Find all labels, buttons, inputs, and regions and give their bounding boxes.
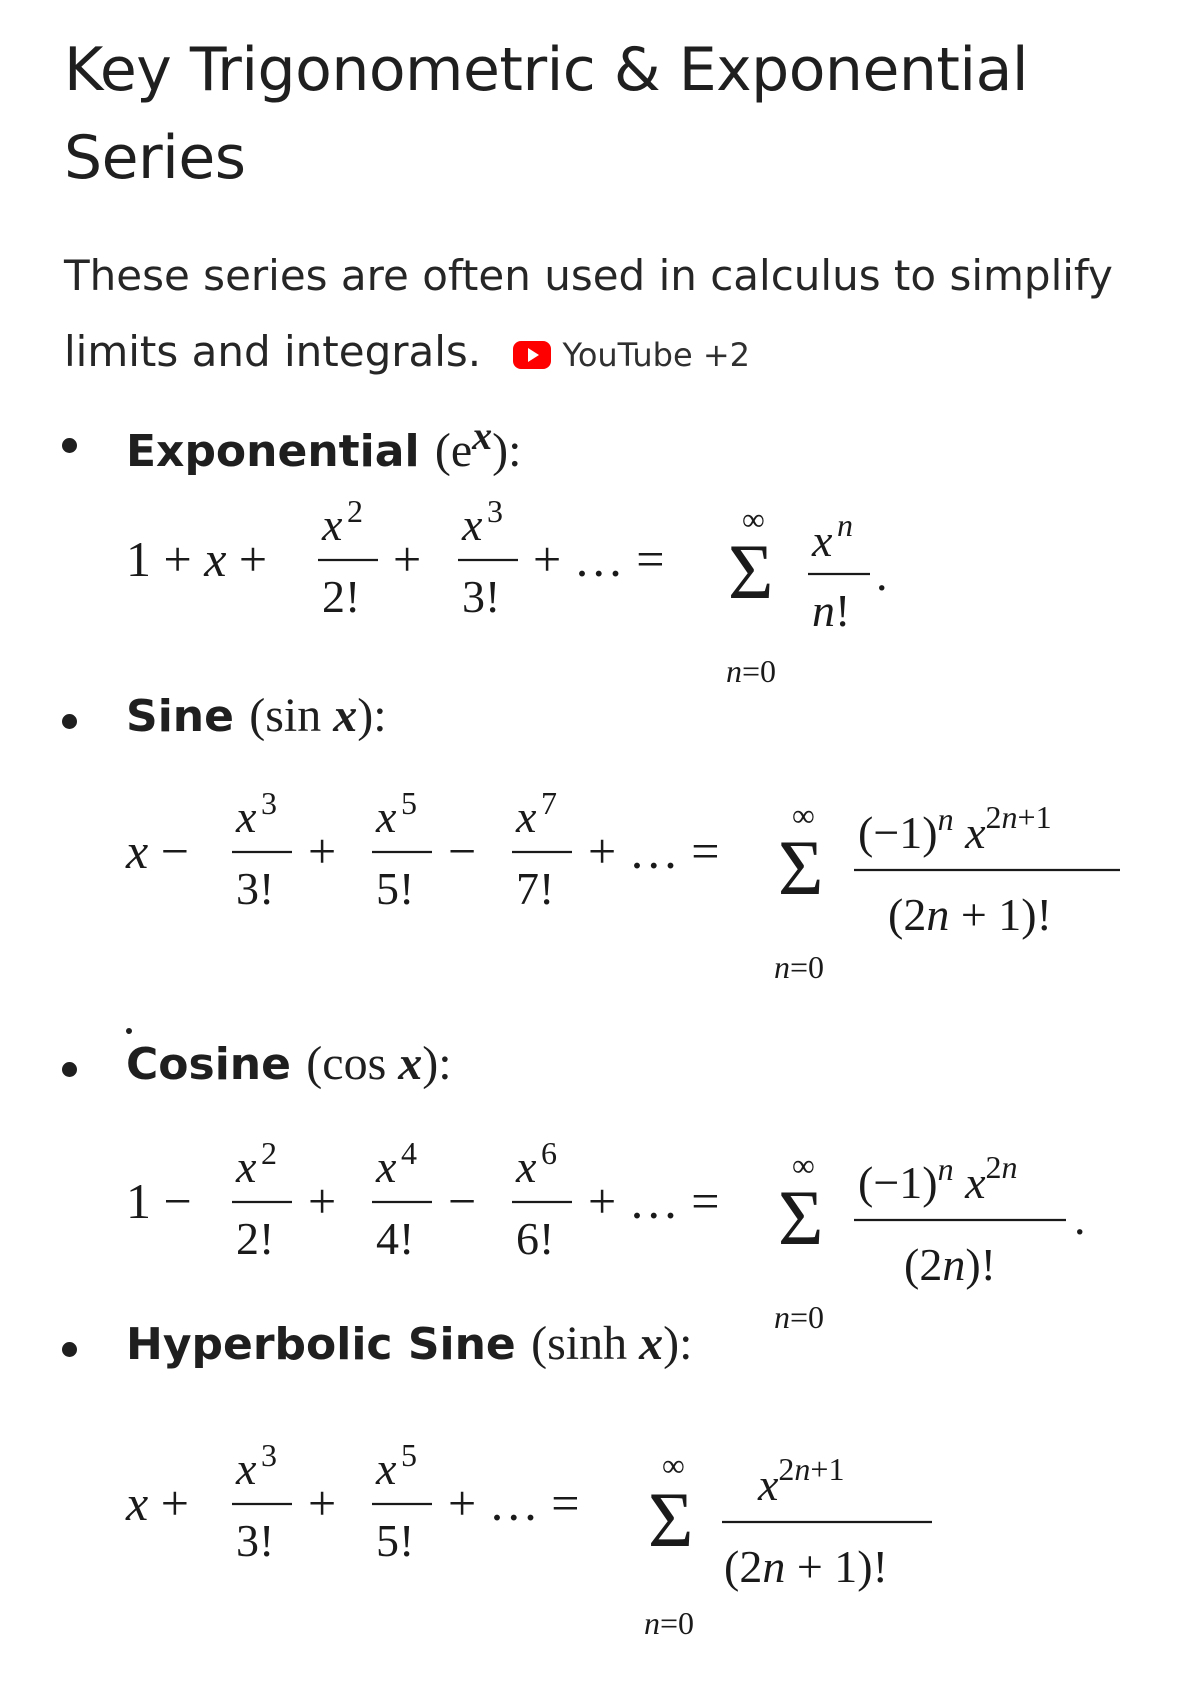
svg-text:n=0: n=0 <box>774 949 825 985</box>
svg-text:+: + <box>308 823 337 879</box>
svg-text:x: x <box>236 1443 257 1494</box>
svg-text:(−1)n x2n: $(-1)^n$ $x^{2n}$ <box>858 1149 1018 1208</box>
section-label-sine <box>126 688 387 743</box>
bullet-icon <box>62 1062 77 1077</box>
section-label-sinh <box>126 1316 692 1371</box>
page-title: Key Trigonometric & Exponential Series <box>64 35 1029 193</box>
bullet-icon <box>62 1342 77 1357</box>
svg-text:6: 6 <box>541 1135 557 1171</box>
svg-text:n=0: n=0 <box>726 653 777 689</box>
svg-text:x: x <box>516 1141 537 1192</box>
section-name: Hyperbolic Sine <box>126 1319 516 1370</box>
svg-text:(−1)n x2n+1: $(-1)^n$ $x^{2n+1}$ <box>858 799 1052 858</box>
svg-text:x +: x + <box>126 1475 189 1531</box>
svg-text:∞: ∞ <box>662 1447 685 1483</box>
svg-text:3!: 3! <box>236 1515 275 1566</box>
svg-text:x2n+1: $x^{2n+1}$ <box>758 1451 845 1510</box>
svg-text:.: . <box>1074 1193 1086 1244</box>
svg-text:2: 2 <box>347 493 363 529</box>
svg-text:3!: 3! <box>236 863 275 914</box>
svg-text:3!: 3! <box>462 571 501 622</box>
svg-text:.: . <box>876 549 888 600</box>
svg-text:−: − <box>448 823 477 879</box>
section-label-cosine <box>126 1036 452 1091</box>
section-math-label: (sin x): <box>249 689 387 742</box>
svg-text:x: x <box>516 791 537 842</box>
formula-exponential <box>126 493 888 689</box>
svg-text:Σ: Σ <box>728 528 774 615</box>
svg-text:∞: ∞ <box>742 501 765 537</box>
svg-text:n: n <box>837 507 853 543</box>
svg-text:3: 3 <box>261 1437 277 1473</box>
svg-text:Σ: Σ <box>778 824 824 911</box>
svg-text:3: 3 <box>487 493 503 529</box>
section-label-exponential <box>126 412 522 478</box>
svg-text:n!: n! <box>812 585 851 636</box>
svg-text:n=0: n=0 <box>774 1299 825 1335</box>
section-math-label: $(e^x)$: <box>434 413 522 477</box>
svg-text:x: x <box>236 791 257 842</box>
youtube-icon <box>513 341 551 369</box>
svg-text:+: + <box>393 531 422 587</box>
svg-text:∞: ∞ <box>792 1147 815 1183</box>
section-math-label: (cos x): <box>306 1037 452 1090</box>
formula-sine <box>125 785 1120 985</box>
svg-text:+: + <box>308 1173 337 1229</box>
section-math-label: (sinh x): <box>531 1317 693 1370</box>
section-name: Cosine <box>126 1039 291 1090</box>
intro-paragraph <box>64 238 1164 393</box>
svg-text:(2n + 1)!: (2n + 1)! <box>888 889 1052 940</box>
svg-text:x: x <box>376 791 397 842</box>
svg-text:5!: 5! <box>376 1515 415 1566</box>
svg-text:−: − <box>448 1173 477 1229</box>
svg-text:Σ: Σ <box>648 1476 694 1563</box>
svg-text:1 + x +: 1 + x + <box>126 531 268 587</box>
svg-text:1 −: 1 − <box>126 1173 192 1229</box>
svg-text:5!: 5! <box>376 863 415 914</box>
svg-text:(2n)!: (2n)! <box>904 1239 996 1290</box>
svg-text:2: 2 <box>261 1135 277 1171</box>
svg-text:Σ: Σ <box>778 1174 824 1261</box>
svg-text:∞: ∞ <box>792 797 815 833</box>
section-name: Sine <box>126 691 234 742</box>
svg-text:2!: 2! <box>236 1213 275 1264</box>
svg-text:x: x <box>322 499 343 550</box>
svg-text:x: x <box>236 1141 257 1192</box>
formula-sinh <box>125 1437 932 1641</box>
svg-text:x −: x − <box>126 823 189 879</box>
svg-text:+ … =: + … = <box>533 531 665 587</box>
svg-text:4: 4 <box>401 1135 417 1171</box>
svg-text:+ … =: + … = <box>448 1475 580 1531</box>
source-chip[interactable] <box>513 317 750 393</box>
svg-text:n=0: n=0 <box>644 1605 695 1641</box>
svg-text:x: x <box>376 1141 397 1192</box>
svg-text:x: x <box>376 1443 397 1494</box>
svg-text:6!: 6! <box>516 1213 555 1264</box>
svg-text:4!: 4! <box>376 1213 415 1264</box>
svg-text:+: + <box>308 1475 337 1531</box>
intro-text: These series are often used in calculus to simplify limits and integrals. <box>64 251 1113 376</box>
svg-text:7: 7 <box>541 785 557 821</box>
svg-text:+ … =: + … = <box>588 1173 720 1229</box>
section-name: Exponential <box>126 426 420 477</box>
svg-text:(2n + 1)!: (2n + 1)! <box>724 1541 888 1592</box>
svg-text:2!: 2! <box>322 571 361 622</box>
svg-text:+ … =: + … = <box>588 823 720 879</box>
svg-text:7!: 7! <box>516 863 555 914</box>
bullet-icon <box>62 438 77 453</box>
bullet-icon <box>62 714 77 729</box>
svg-text:5: 5 <box>401 1437 417 1473</box>
svg-text:x: x <box>812 515 833 566</box>
stray-period <box>126 1028 132 1034</box>
formula-cosine <box>126 1135 1086 1335</box>
svg-text:5: 5 <box>401 785 417 821</box>
svg-text:3: 3 <box>261 785 277 821</box>
source-label: YouTube +2 <box>562 335 750 374</box>
svg-text:x: x <box>462 499 483 550</box>
